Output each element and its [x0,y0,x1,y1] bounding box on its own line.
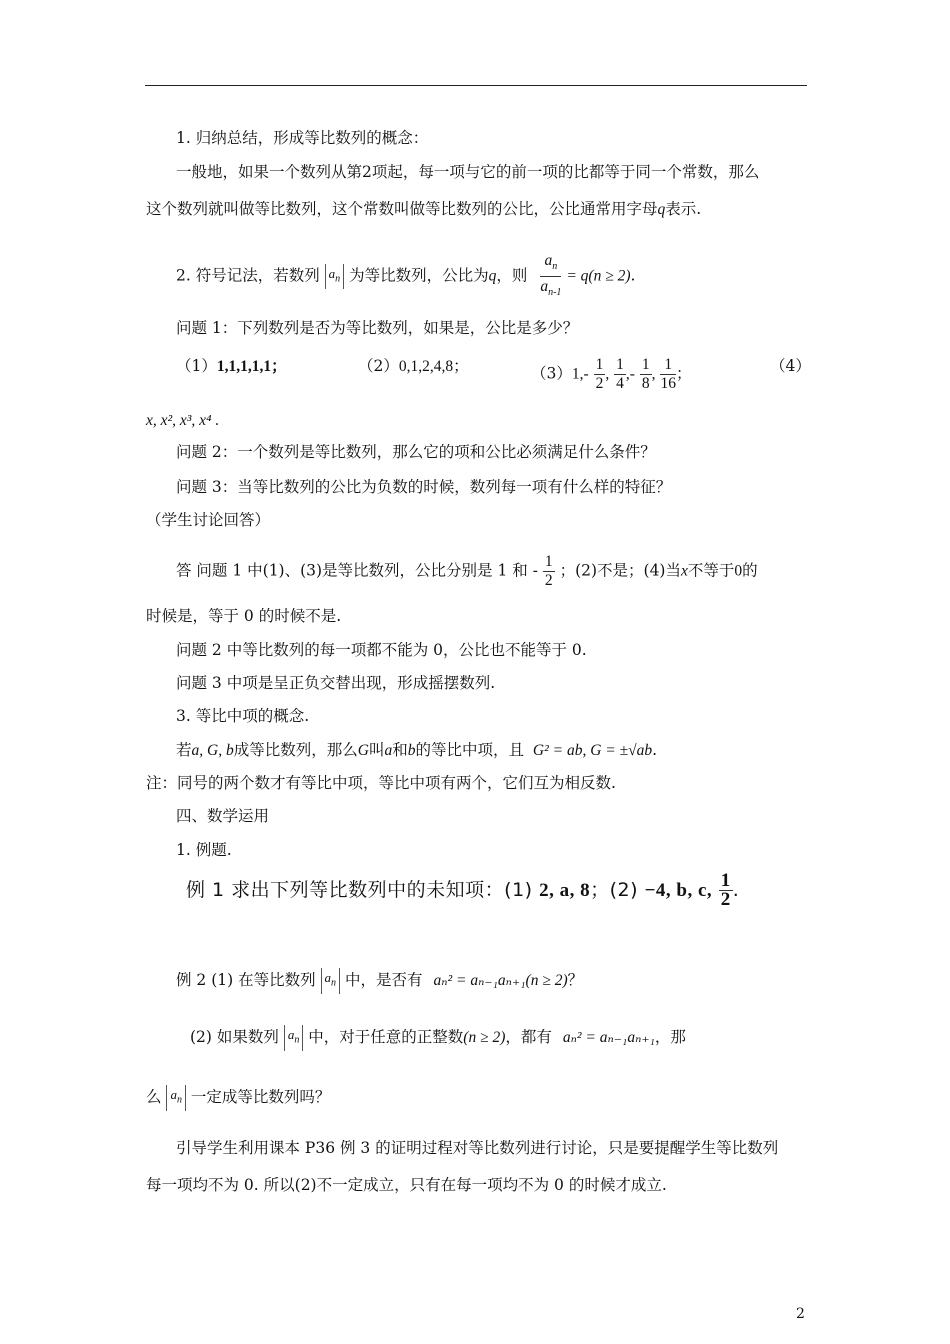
section1-heading: 1. 归纳总结，形成等比数列的概念： [176,129,429,147]
answer-line2: 时候是，等于 0 的时候不是. [146,607,342,625]
example1: 例 1 求出下列等比数列中的未知项：(1) 2, a, 8；(2) −4, b, c, $\frac{1}{2}$ . [186,870,740,910]
question1-label: 问题 1：下列数列是否为等比数列，如果是，公比是多少？ [176,319,579,337]
question1-item4-num: （4） [770,357,811,375]
section3-note: 注：同号的两个数才有等比中项，等比中项有两个，它们互为相反数. [146,774,616,792]
question2: 问题 2：一个数列是等比数列，那么它的项和公比必须满足什么条件？ [176,443,656,461]
section1-body-line2: 这个数列就叫做等比数列，这个常数叫做等比数列的公比，公比通常用字母q表示. [146,200,702,218]
question1-item2: （2）0,1,2,4,8； [358,357,469,375]
guide-line1: 引导学生利用课本 P36 例 3 的证明过程对等比数列进行讨论，只是要提醒学生等比数列 [176,1139,779,1157]
question1-item4-sequence: x, x², x³, x⁴ . [146,412,220,429]
section3-heading: 3. 等比中项的概念. [176,707,310,725]
example2-line2: (2) 如果数列 $a_n$ 中，对于任意的正整数(n ≥ 2)，都有 aₙ² = aₙ₋₁aₙ₊₁，那 [190,1025,686,1051]
sequence-an: $a_n$ [325,264,345,290]
question3: 问题 3：当等比数列的公比为负数的时候，数列每一项有什么样的特征？ [176,478,672,496]
example2-line3: 么 $a_n$ 一定成等比数列吗？ [146,1085,330,1111]
section3-definition: 若a, G, b成等比数列，那么G叫a和b的等比中项，且 G² = ab, G = ±√ab. [176,741,658,759]
discussion-note: （学生讨论回答） [146,511,271,529]
ratio-formula: = q(n ≥ 2) [566,267,631,285]
answer-line3: 问题 2 中等比数列的每一项都不能为 0，公比也不能等于 0. [176,641,587,659]
answer-line4: 问题 3 中项是呈正负交替出现，形成摇摆数列. [176,674,496,692]
page-number: 2 [796,1306,805,1322]
section4-subheading: 1. 例题. [176,841,232,859]
section1-body-line1: 一般地，如果一个数列从第2项起，每一项与它的前一项的比都等于同一个常数，那么 [176,163,760,181]
guide-line2: 每一项均不为 0. 所以(2)不一定成立，只有在每一项均不为 0 的时候才成立. [146,1176,667,1194]
ratio-fraction: $\frac{a_n}{a_{n-1}}$ [540,252,562,299]
example2-formula2: aₙ² = aₙ₋₁aₙ₊₁ [562,1028,655,1046]
answer-line1: 答 问题 1 中(1)、(3)是等比数列，公比分别是 1 和 - $\frac{1}{2}$ ；(2)不是；(4)当x不等于0的 [176,553,758,589]
question1-item1: （1）1,1,1,1,1； [176,357,287,375]
example2-formula1: aₙ² = aₙ₋₁aₙ₊₁(n ≥ 2) [433,971,568,989]
example2-line1: 例 2 (1) 在等比数列 $a_n$ 中，是否有 aₙ² = aₙ₋₁aₙ₊₁(n ≥ 2)？ [176,968,583,994]
question1-item3: （3）1,- $\frac{1}{2}$ , $\frac{1}{4}$ ,- $\frac{1}{8}$ , $\frac{1}{16}$ ； [531,356,692,392]
section4-heading: 四、数学运用 [176,807,270,825]
geometric-mean-formula: G² = ab, G = ±√ab [532,742,653,759]
header-rule [145,85,807,86]
section2-notation: 2. 符号记法，若数列 $a_n$ 为等比数列，公比为q，则 $\frac{a_n}{a_{n-1}}$ = q(n ≥ 2). [176,251,635,302]
